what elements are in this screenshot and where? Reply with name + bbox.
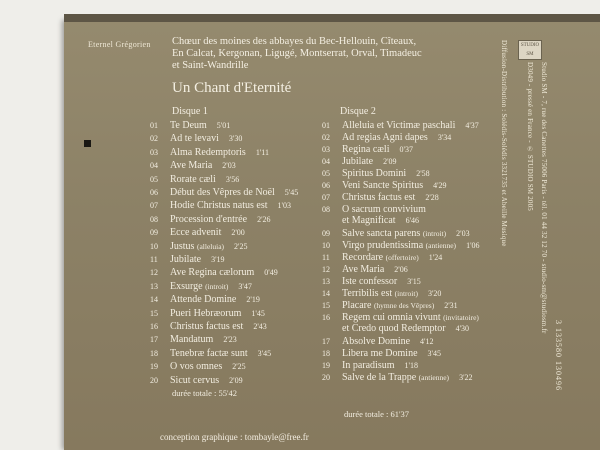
- track-title: Pueri Hebræorum: [170, 307, 242, 319]
- track-number: 09: [322, 229, 330, 238]
- design-credit: conception graphique : tombayle@free.fr: [160, 432, 309, 442]
- track-title: Ad regias Agni dapes: [342, 132, 428, 143]
- track-entry: [342, 180, 447, 191]
- track-duration: 3'22: [459, 373, 473, 382]
- spine-line-catalog: D3049 - pressé en France - ℗ STUDIO SM 2005: [526, 62, 534, 211]
- track-title: Salve de la Trappe: [342, 372, 417, 383]
- track-duration: 0'37: [399, 145, 413, 154]
- track-duration: 2'09: [229, 375, 243, 385]
- track-title: Iste confessor: [342, 276, 398, 287]
- track-title: Alleluia et Victimæ paschali: [342, 120, 456, 131]
- track-entry: [170, 281, 252, 292]
- track-duration: 6'46: [405, 216, 420, 225]
- track-number: 17: [322, 337, 330, 346]
- credits-line: Chœur des moines des abbayes du Bec-Hellouin, Cîteaux,: [172, 36, 417, 47]
- choir-credits: [172, 36, 422, 72]
- track-number: 05: [322, 169, 330, 178]
- track-title: Spiritus Domini: [342, 168, 407, 179]
- track-duration: 1'24: [428, 253, 443, 262]
- album-title: Un Chant d'Eternité: [172, 80, 292, 96]
- track-entry: [342, 264, 408, 275]
- track-duration: 3'20: [427, 289, 442, 298]
- track-entry: [170, 187, 298, 198]
- track-duration: 1'03: [277, 201, 291, 211]
- track-entry: [342, 240, 480, 251]
- track-number: 20: [322, 373, 330, 382]
- track-entry: [342, 144, 413, 155]
- track-entry: [170, 160, 236, 171]
- track-title: Virgo prudentissima: [342, 240, 424, 251]
- track-note: (antienne): [418, 373, 450, 382]
- track-title: Jubilate: [342, 156, 374, 167]
- track-number: 20: [150, 375, 158, 385]
- track-number: 16: [322, 313, 330, 322]
- track-entry: [342, 132, 451, 143]
- track-number: 15: [322, 301, 330, 310]
- track-duration: 3'15: [407, 277, 421, 286]
- track-number: 07: [322, 193, 330, 202]
- track-number: 19: [150, 362, 158, 372]
- track-title: Rorate cæli: [170, 173, 216, 185]
- track-number: 10: [322, 241, 330, 250]
- track-title: Veni Sancte Spiritus: [342, 180, 424, 191]
- track-duration: 1'45: [251, 308, 265, 318]
- track-note: (offertoire): [385, 253, 419, 262]
- track-number: 14: [322, 289, 330, 298]
- track-note: (introit): [394, 289, 418, 298]
- barcode-number: 3 133580 130496: [554, 320, 563, 391]
- track-entry: [342, 372, 473, 383]
- track-duration: 1'06: [466, 241, 480, 250]
- track-entry: [170, 334, 237, 345]
- track-duration: 2'28: [425, 193, 439, 202]
- track-entry: [342, 156, 397, 167]
- track-number: 03: [150, 147, 158, 157]
- track-note: (hymne des Vêpres): [373, 301, 435, 310]
- track-duration: 3'47: [238, 281, 252, 291]
- disc2-total: durée totale : 61'37: [344, 409, 410, 419]
- track-title: Ecce advenit: [170, 227, 222, 239]
- track-number: 05: [150, 174, 158, 184]
- track-title: Justus: [170, 240, 195, 252]
- track-title-line2: et Credo quod Redemptor: [342, 323, 446, 334]
- track-number: 13: [322, 277, 330, 286]
- track-title: Ave Regina cælorum: [170, 267, 255, 279]
- track-title: Alma Redemptoris: [170, 146, 246, 158]
- track-number: 11: [150, 255, 158, 264]
- track-entry: [170, 254, 225, 265]
- track-title: Mandatum: [170, 334, 214, 346]
- track-entry: [170, 375, 243, 386]
- track-duration: 3'45: [427, 349, 441, 358]
- track-entry: [342, 252, 442, 263]
- track-title: Recordare: [342, 252, 384, 263]
- track-duration: 2'00: [231, 228, 245, 238]
- track-title: Procession d'entrée: [170, 213, 248, 225]
- disc2-heading: Disque 2: [340, 106, 376, 117]
- track-title: Te Deum: [170, 120, 207, 131]
- track-number: 13: [150, 281, 158, 291]
- track-title: Tenebræ factæ sunt: [170, 347, 248, 359]
- track-duration: 5'01: [216, 121, 231, 130]
- track-note: (introit): [422, 229, 447, 238]
- track-duration: 2'06: [394, 265, 408, 274]
- track-duration: 0'49: [264, 268, 278, 278]
- track-entry: [342, 168, 430, 179]
- track-duration: 4'29: [433, 181, 447, 190]
- track-duration: 2'43: [253, 322, 267, 331]
- track-title: Placare: [342, 300, 372, 311]
- track-duration: 2'31: [444, 301, 458, 310]
- track-duration: 1'18: [404, 361, 418, 370]
- track-number: 16: [150, 322, 158, 331]
- series-label: Eternel Grégorien: [88, 40, 151, 49]
- track-duration: 2'03: [456, 229, 470, 238]
- track-duration: 2'25: [234, 241, 248, 251]
- track-entry: [342, 228, 470, 239]
- track-entry: [170, 147, 269, 158]
- track-title: O sacrum convivium: [342, 204, 426, 215]
- track-entry: [170, 174, 239, 185]
- track-duration: 2'58: [416, 169, 430, 178]
- track-title: Absolve Domine: [342, 336, 411, 347]
- track-note: (introit): [205, 281, 229, 291]
- track-duration: 2'25: [232, 362, 246, 372]
- credits-line: et Saint-Wandrille: [172, 60, 249, 71]
- track-number: 01: [322, 121, 330, 130]
- track-entry: [170, 214, 271, 225]
- track-entry: [170, 133, 242, 144]
- track-title: Sicut cervus: [170, 374, 220, 386]
- track-entry: [342, 276, 421, 287]
- track-number: 19: [322, 361, 330, 370]
- track-number: 10: [150, 241, 158, 251]
- track-entry: [170, 321, 267, 332]
- track-title-line2: et Magnificat: [342, 215, 396, 226]
- track-title: Hodie Christus natus est: [170, 200, 268, 212]
- track-entry: [170, 120, 230, 131]
- track-number: 06: [322, 181, 330, 190]
- track-number: 09: [150, 228, 158, 238]
- track-title: Regina cæli: [342, 144, 390, 155]
- track-entry: [170, 308, 265, 319]
- track-entry: [342, 288, 441, 299]
- track-title: Libera me Domine: [342, 348, 418, 359]
- track-duration: 4'37: [465, 121, 479, 130]
- credits-line: En Calcat, Kergonan, Ligugé, Montserrat, Orval, Timadeuc: [172, 48, 422, 59]
- track-note: (alleluia): [196, 241, 225, 251]
- track-duration: 2'23: [223, 335, 237, 345]
- track-entry: [342, 192, 439, 203]
- track-entry: [342, 348, 441, 359]
- track-duration: 3'30: [228, 134, 243, 144]
- track-duration: 2'09: [383, 157, 397, 166]
- track-entry: [342, 300, 458, 311]
- track-title: Ad te levavi: [170, 133, 219, 145]
- spine-line-address: Studio SM - 7, rue des Canettes 75006 Paris - tél. 01 44 32 12 70 - studio-sm@studiosm.fr: [540, 62, 548, 334]
- track-number: 06: [150, 188, 158, 197]
- track-number: 17: [150, 335, 158, 345]
- track-title: In paradisum: [342, 360, 395, 371]
- disc1-total: durée totale : 55'42: [172, 388, 238, 398]
- track-entry: [342, 336, 434, 347]
- track-number: 08: [322, 205, 330, 214]
- track-number: 04: [322, 157, 330, 166]
- track-duration: 4'30: [455, 324, 470, 333]
- track-duration: 3'34: [437, 133, 452, 142]
- track-number: 15: [150, 308, 158, 318]
- track-number: 14: [150, 295, 158, 305]
- track-number: 04: [150, 161, 158, 171]
- track-title: Salve sancta parens: [342, 228, 421, 239]
- track-entry: [342, 204, 426, 226]
- track-duration: 2'26: [257, 214, 271, 224]
- spine-line-distribution: Diffusion-Distribution : Solédis-Solédis 3321735 et Abeille Musique: [500, 40, 508, 247]
- track-entry: [342, 120, 479, 131]
- track-entry: [342, 312, 479, 334]
- track-number: 08: [150, 214, 158, 224]
- track-title: Terribilis est: [342, 288, 393, 299]
- track-number: 11: [322, 253, 330, 262]
- track-duration: 4'12: [420, 337, 434, 346]
- track-duration: 5'45: [284, 188, 299, 197]
- track-title: Ave Maria: [170, 160, 213, 172]
- spine-text: [496, 40, 576, 440]
- track-note: (antienne): [425, 241, 457, 250]
- track-number: 18: [150, 348, 158, 358]
- track-title: Christus factus est: [170, 321, 244, 332]
- track-number: 01: [150, 121, 158, 130]
- track-entry: [170, 241, 247, 252]
- track-number: 12: [322, 265, 330, 274]
- track-entry: [170, 200, 291, 211]
- track-entry: [342, 360, 418, 371]
- track-duration: 2'03: [222, 161, 236, 171]
- track-note: (invitatoire): [443, 313, 479, 322]
- track-title: Ave Maria: [342, 264, 385, 275]
- bullet-square: [84, 140, 91, 147]
- track-entry: [170, 361, 246, 372]
- track-duration: 3'19: [211, 255, 225, 264]
- track-title: Début des Vêpres de Noël: [170, 187, 275, 198]
- track-duration: 3'56: [225, 174, 240, 184]
- track-title: Regem cui omnia vivunt: [342, 312, 441, 323]
- track-entry: [170, 267, 278, 278]
- track-duration: 1'11: [255, 147, 269, 157]
- track-number: 03: [322, 145, 330, 154]
- track-title: Jubilate: [170, 254, 202, 265]
- track-number: 18: [322, 349, 330, 358]
- track-title: O vos omnes: [170, 361, 223, 373]
- track-title: Christus factus est: [342, 192, 416, 203]
- disc1-heading: Disque 1: [172, 106, 208, 117]
- track-entry: [170, 294, 260, 305]
- track-duration: 3'45: [257, 348, 272, 358]
- track-number: 12: [150, 268, 158, 278]
- track-entry: [170, 227, 245, 238]
- track-number: 02: [150, 134, 158, 144]
- track-title: Attende Domine: [170, 294, 237, 306]
- track-entry: [170, 348, 271, 359]
- cover-top-edge: [64, 14, 600, 22]
- track-title: Exsurge: [170, 280, 203, 292]
- track-duration: 2'19: [246, 295, 260, 305]
- track-number: 02: [322, 133, 330, 142]
- logo-text: STUDIO SM: [520, 43, 540, 57]
- track-number: 07: [150, 201, 158, 211]
